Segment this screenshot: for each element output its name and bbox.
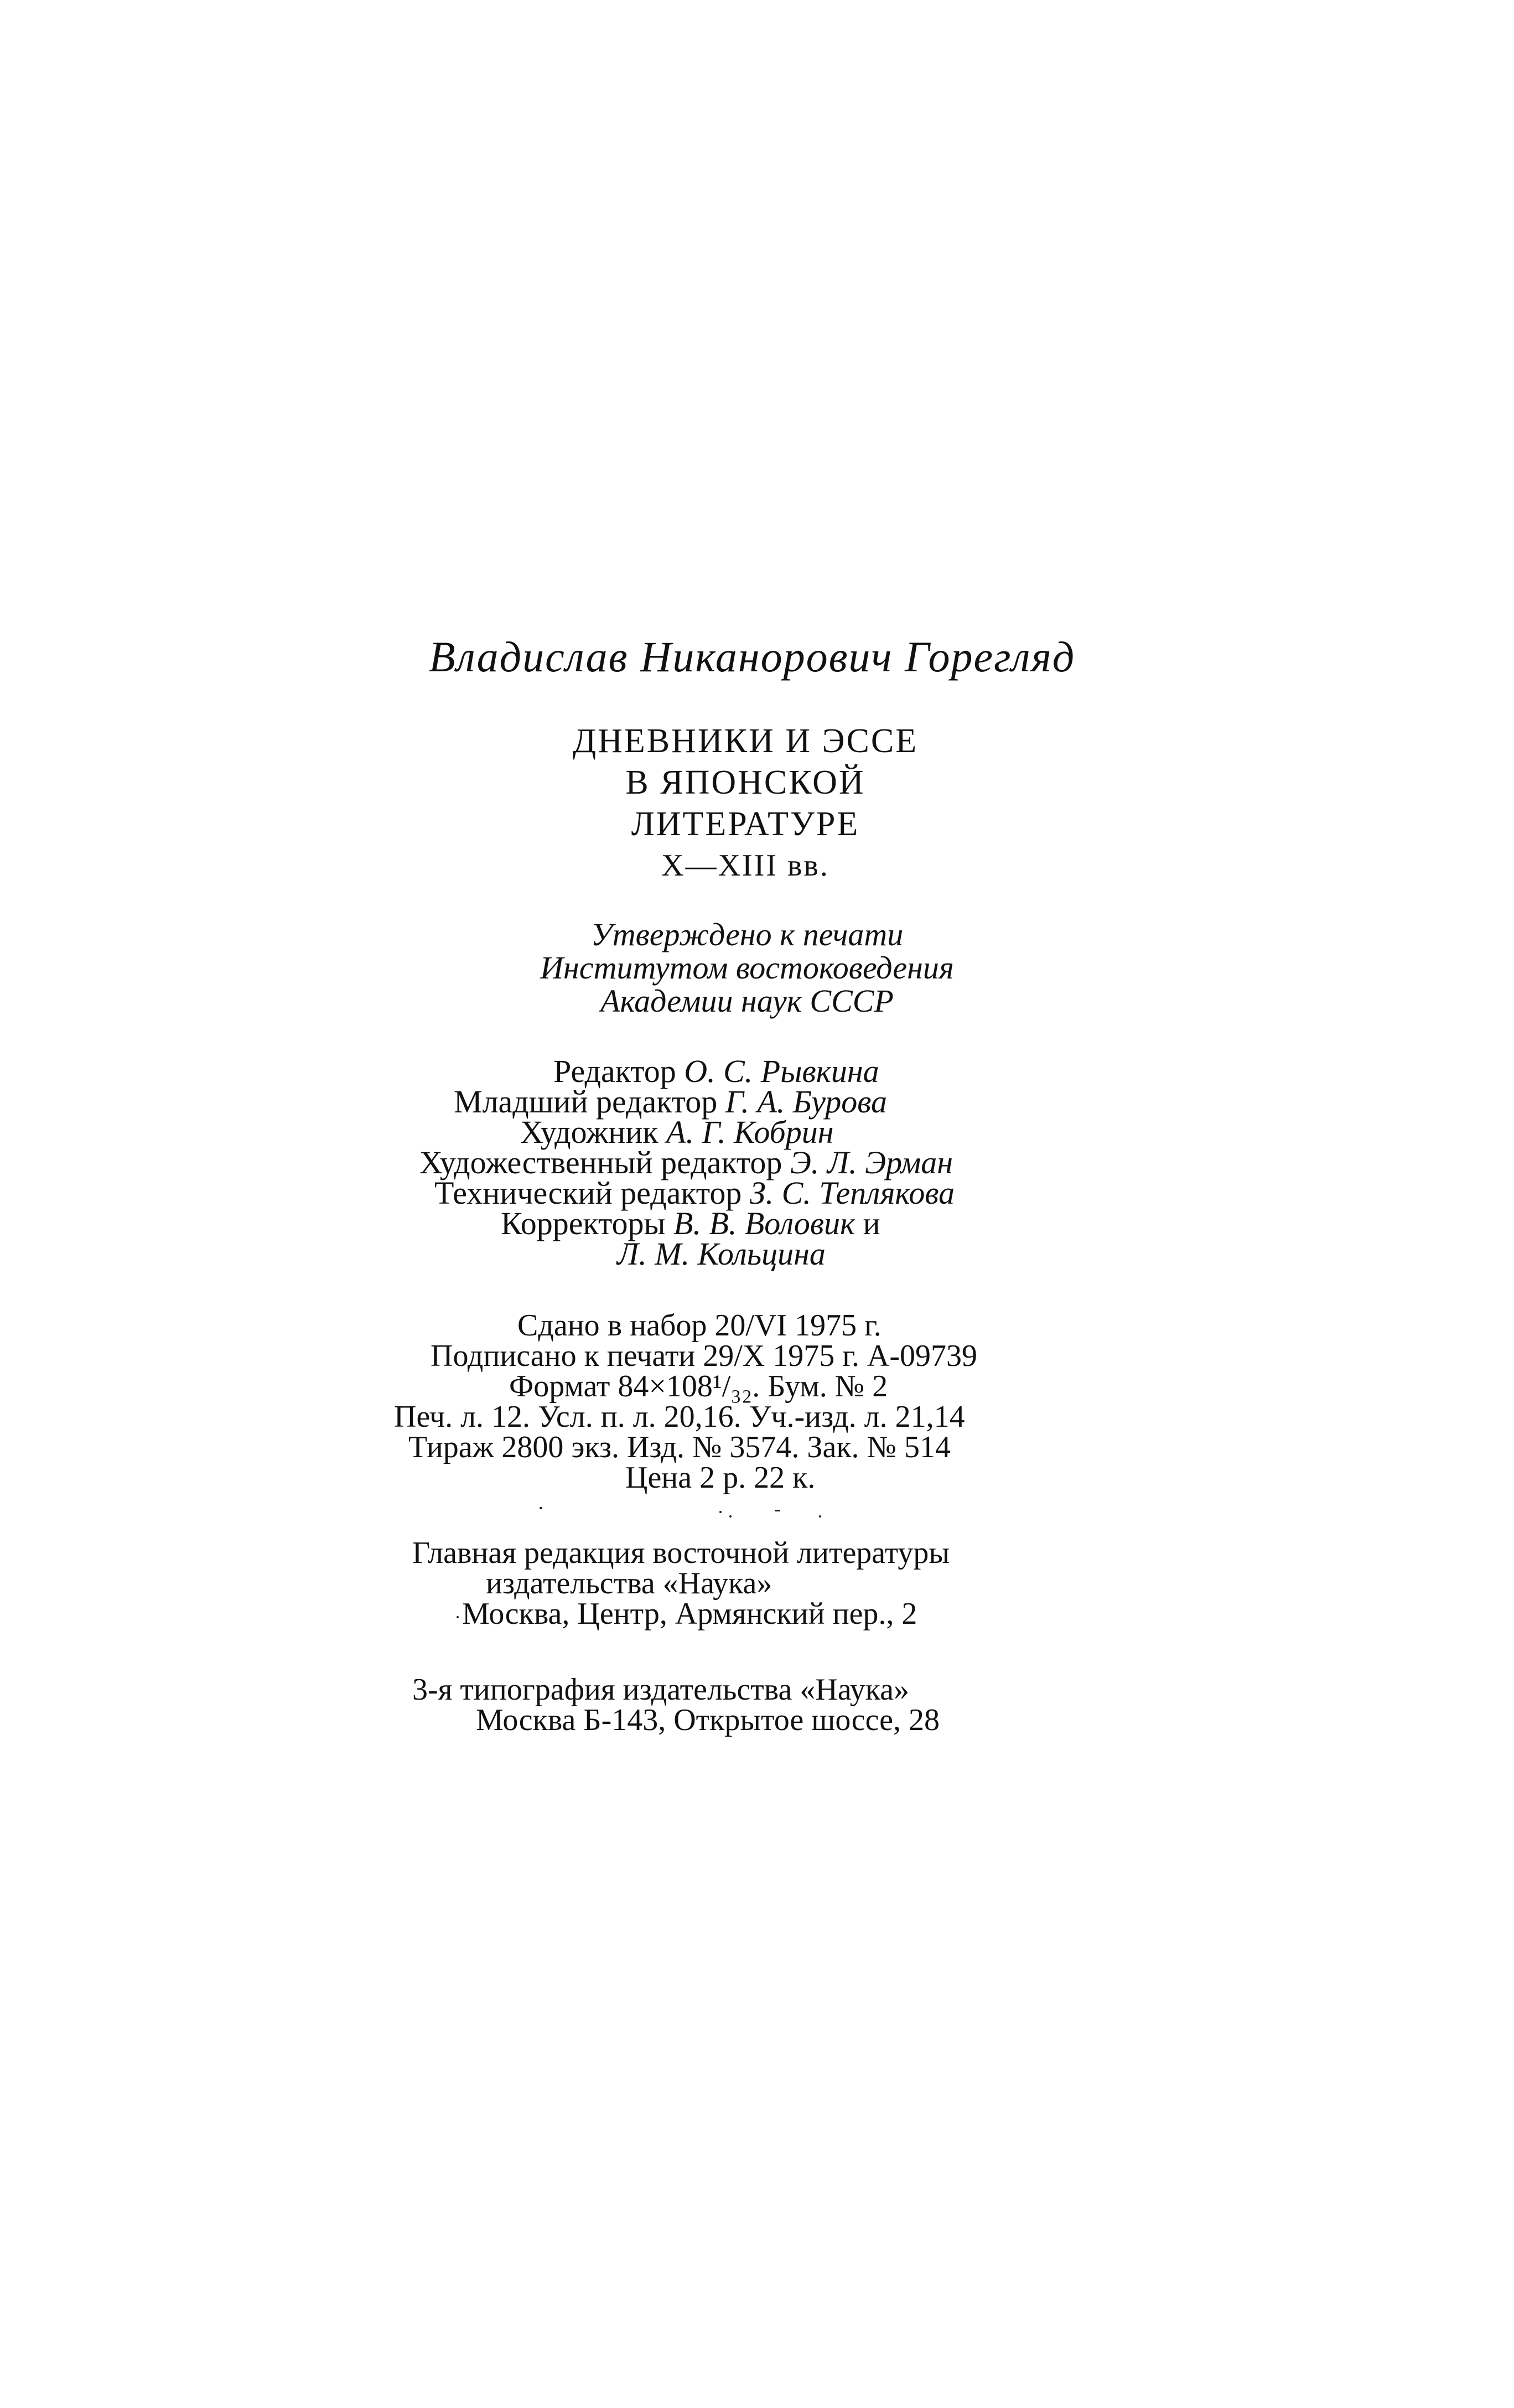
credit-tech-editor bbox=[434, 1177, 955, 1209]
print-speck bbox=[729, 1515, 732, 1518]
credit-proofreaders-cont bbox=[617, 1238, 826, 1270]
publication-line-3: Формат 84×108¹/₃₂. Бум. № 2 bbox=[509, 1369, 888, 1404]
credit-role: Корректоры bbox=[501, 1205, 674, 1241]
author-name: Владислав Никанорович Горегляд bbox=[429, 633, 1076, 681]
publication-line-6: Цена 2 р. 22 к. bbox=[625, 1461, 816, 1495]
credit-person: О. С. Рывкина bbox=[684, 1053, 879, 1089]
credit-art-editor bbox=[419, 1147, 953, 1179]
print-speck bbox=[775, 1510, 780, 1511]
approval-line-3: Академии наук СССР bbox=[600, 983, 894, 1019]
credit-person: А. Г. Кобрин bbox=[666, 1114, 834, 1150]
credit-person: Г. А. Бурова bbox=[725, 1084, 888, 1120]
publisher-line-2: издательства «Наука» bbox=[486, 1566, 772, 1601]
printer-line-2: Москва Б-143, Открытое шоссе, 28 bbox=[476, 1703, 940, 1737]
publication-line-4: Печ. л. 12. Усл. п. л. 20,16. Уч.-изд. л. 21,14 bbox=[394, 1400, 965, 1434]
book-title-line-2: В ЯПОНСКОЙ bbox=[625, 764, 865, 801]
publication-line-1: Сдано в набор 20/VI 1975 г. bbox=[517, 1308, 882, 1343]
printer-line-1: 3-я типография издательства «Наука» bbox=[412, 1672, 909, 1707]
print-speck bbox=[540, 1507, 542, 1509]
publisher-line-3: Москва, Центр, Армянский пер., 2 bbox=[462, 1597, 917, 1631]
publication-line-2: Подписано к печати 29/X 1975 г. А-09739 bbox=[431, 1339, 978, 1373]
print-speck bbox=[457, 1616, 459, 1618]
credit-role: Редактор bbox=[553, 1053, 685, 1089]
credit-role: Художник bbox=[520, 1114, 667, 1150]
book-title-line-3: ЛИТЕРАТУРЕ bbox=[631, 805, 860, 843]
credit-conjunction: и bbox=[855, 1205, 880, 1241]
credit-person: Э. Л. Эрман bbox=[790, 1145, 953, 1180]
publisher-line-1: Главная редакция восточной литературы bbox=[412, 1536, 950, 1570]
publication-line-5: Тираж 2800 экз. Изд. № 3574. Зак. № 514 bbox=[408, 1430, 951, 1464]
credit-role: Технический редактор bbox=[434, 1175, 750, 1211]
credit-role: Младший редактор bbox=[454, 1084, 725, 1120]
credit-editor bbox=[553, 1055, 879, 1088]
credit-person: В. В. Воловик bbox=[673, 1205, 855, 1241]
print-speck bbox=[819, 1515, 821, 1518]
credit-junior-editor bbox=[454, 1086, 887, 1118]
approval-line-2: Институтом востоковедения bbox=[540, 950, 954, 986]
book-title-line-1: ДНЕВНИКИ И ЭССЕ bbox=[572, 722, 919, 760]
credit-proofreaders bbox=[501, 1205, 880, 1241]
credit-artist bbox=[520, 1116, 834, 1148]
credit-person: З. С. Теплякова bbox=[749, 1175, 955, 1211]
credit-role: Художественный редактор bbox=[419, 1145, 790, 1180]
print-speck bbox=[719, 1511, 722, 1513]
book-title-line-4: X—XIII вв. bbox=[661, 848, 829, 883]
credit-person: Л. М. Кольцина bbox=[617, 1236, 826, 1272]
approval-line-1: Утверждено к печати bbox=[590, 916, 904, 952]
